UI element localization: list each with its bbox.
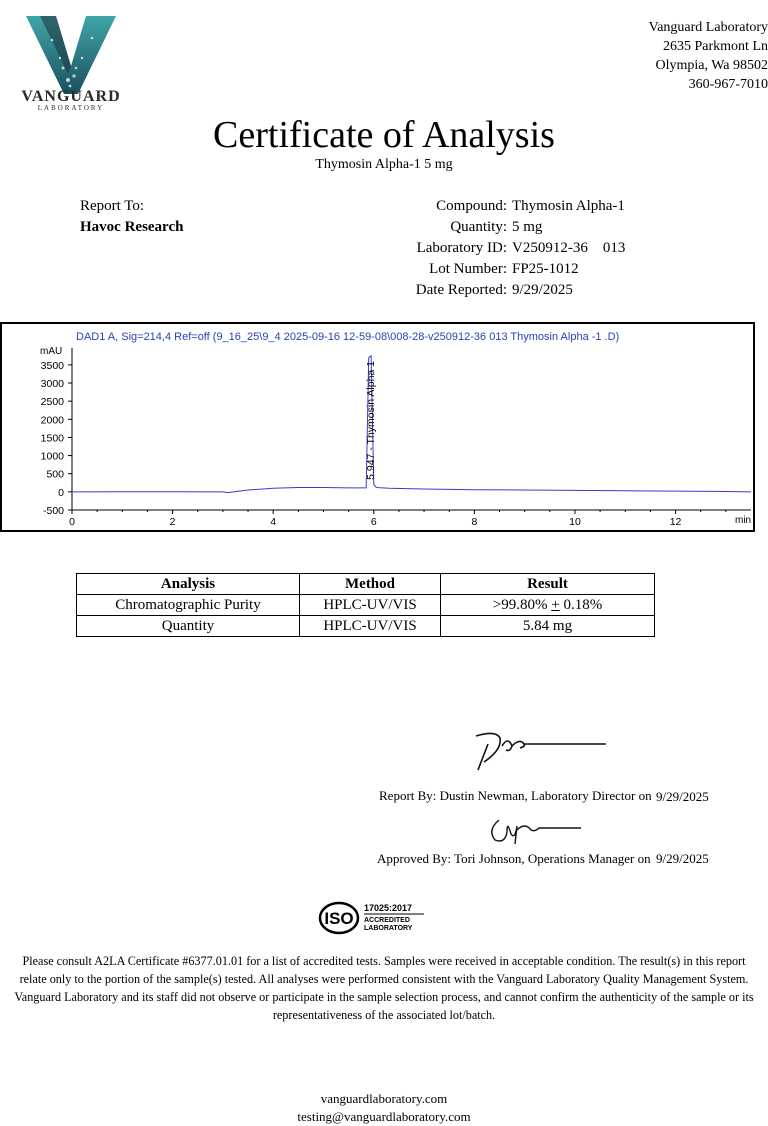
results-table [76,573,655,637]
cell-method: HPLC-UV/VIS [300,595,441,616]
address-line: 360-967-7010 [688,77,768,92]
approved-by-text: Approved By: Tori Johnson, Operations Manager on [377,851,651,866]
info-value: FP25-1012 [512,261,579,277]
iso-mark: ISO [324,909,354,928]
table-row [77,595,655,616]
iso-line1: 17025:2017 [364,903,413,913]
info-key: Quantity: [450,219,507,235]
disclaimer-text: Please consult A2LA Certificate #6377.01.01 for a list of accredited tests. Samples were received in acceptable condition. The result(s) in this report relate only to the portion of the sample(s) tested. All analyses were performed consistent with the Vanguard Laboratory Quality Management System. Vanguard Laboratory and its staff did not observe or participate in the sample selection process, and cannot confirm the authenticity of the sample or its representativeness of the associated lot/batch. [14,954,754,1022]
contact-info [0,1090,768,1126]
x-tick-label: 4 [270,516,277,528]
sample-info [360,198,660,303]
iso-accreditation-badge [318,900,428,936]
report-to-label: Report To: [80,198,145,214]
header-result: Result [441,574,655,595]
table-header-row [77,574,655,595]
y-tick-label: 500 [46,468,64,481]
logo-subtitle: LABORATORY [37,104,105,112]
info-row [360,282,660,303]
page-title: Certificate of Analysis [213,114,555,156]
signature-dustin-newman [466,728,616,774]
y-tick-label: 2500 [40,396,64,409]
x-tick-label: 12 [669,516,682,528]
cell-result: >99.80% + 0.18% [441,595,655,616]
cell-method: HPLC-UV/VIS [300,616,441,637]
info-key: Compound: [436,198,507,214]
info-row [360,261,660,282]
x-tick-label: 10 [569,516,581,528]
logo-wordmark: VANGUARD [21,88,121,105]
x-axis-label: min [735,515,752,526]
y-tick-label: 2000 [40,414,64,427]
website-link[interactable]: vanguardlaboratory.com [320,1091,448,1106]
x-tick-label: 6 [370,516,377,528]
chart-title: DAD1 A, Sig=214,4 Ref=off (9_16_25\9_4 2025-09-16 12-59-08\008-28-v250912-36 013 Thymosin Alpha -1 .D) [76,331,620,343]
info-value: V250912-36 013 [512,240,626,256]
y-tick-label: 1500 [40,432,64,445]
address-line: 2635 Parkmont Ln [663,39,768,54]
iso-line2: ACCREDITED [364,917,410,924]
report-by-text: Report By: Dustin Newman, Laboratory Director on [379,788,652,803]
email-link[interactable]: testing@vanguardlaboratory.com [297,1109,471,1124]
address-line: Olympia, Wa 98502 [655,58,768,73]
info-row [360,219,660,240]
chromatogram [2,324,753,530]
x-tick-label: 0 [69,516,75,528]
y-tick-label: 3500 [40,359,64,372]
iso-line3: LABORATORY [364,925,413,932]
y-axis-label: mAU [40,346,63,357]
info-row [360,198,660,219]
cell-result: 5.84 mg [441,616,655,637]
info-row [360,240,660,261]
approved-by-date: 9/29/2025 [656,851,709,866]
report-to-name: Havoc Research [80,219,184,235]
address-line: Vanguard Laboratory [648,20,768,35]
info-key: Date Reported: [415,282,507,298]
report-by-date: 9/29/2025 [656,789,709,804]
x-tick-label: 8 [471,516,478,528]
y-tick-label: 3000 [40,378,64,391]
chromatogram-frame [0,322,755,532]
header-analysis: Analysis [77,574,300,595]
y-tick-label: -500 [42,505,64,517]
y-tick-label: 1000 [40,450,64,463]
lab-address [548,18,768,94]
y-tick-label: 0 [58,486,64,499]
header-method: Method [300,574,441,595]
page-subtitle: Thymosin Alpha-1 5 mg [315,157,453,172]
chromatogram-trace [72,356,751,493]
peak-label: 5.947 - Thymosin Alpha 1 [365,360,378,480]
info-key: Lot Number: [429,261,507,277]
info-key: Laboratory ID: [416,240,507,256]
x-tick-label: 2 [169,516,176,528]
signature-tori-johnson [485,812,585,848]
info-value: Thymosin Alpha-1 [512,198,625,214]
table-row [77,616,655,637]
info-value: 5 mg [512,219,543,235]
plus-minus-sign: + [551,596,560,613]
cell-analysis: Quantity [77,616,300,637]
info-value: 9/29/2025 [512,282,573,298]
cell-analysis: Chromatographic Purity [77,595,300,616]
